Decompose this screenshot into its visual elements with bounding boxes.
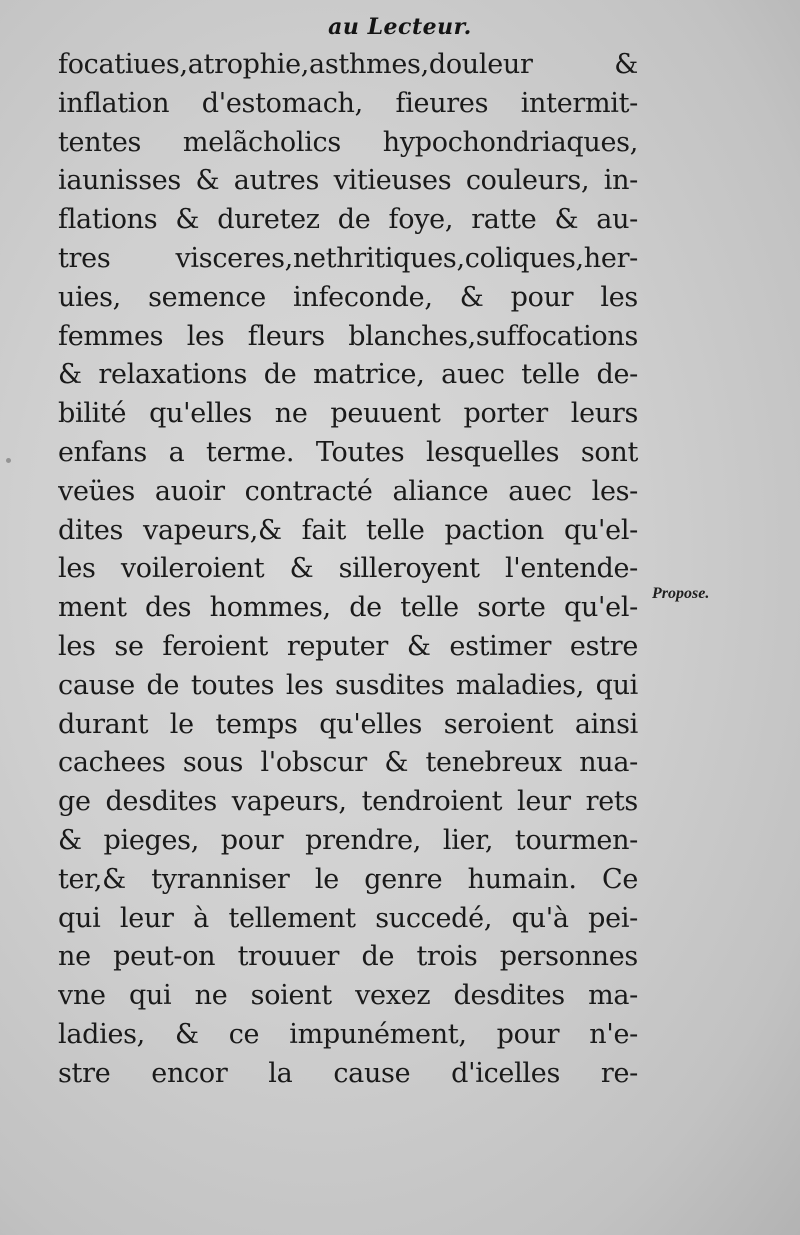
text-line: bilité qu'elles ne peuuent porter leurs <box>58 398 638 430</box>
text-line: flations & duretez de foye, ratte & au- <box>58 204 638 236</box>
text-line: enfans a terme. Toutes lesquelles sont <box>58 436 638 468</box>
margin-note: Propose. <box>652 585 710 602</box>
text-line: ge desdites vapeurs, tendroient leur rets <box>58 786 638 818</box>
ink-speck <box>6 458 11 463</box>
text-line: vne qui ne soient vexez desdites ma- <box>58 980 638 1012</box>
text-line: veües auoir contracté aliance auec les- <box>58 475 638 507</box>
text-line: ne peut-on trouuer de trois personnes <box>58 941 638 973</box>
text-line: dites vapeurs,& fait telle paction qu'el- <box>58 514 638 546</box>
text-line: cause de toutes les susdites maladies, qui <box>58 669 638 701</box>
text-line: ter,& tyranniser le genre humain. Ce <box>58 863 638 895</box>
text-line: ment des hommes, de telle sorte qu'el- <box>58 592 638 624</box>
text-line: iaunisses & autres vitieuses couleurs, in- <box>58 165 638 197</box>
text-line: stre encor la cause d'icelles re- <box>58 1057 638 1089</box>
text-line: les se feroient reputer & estimer estre <box>58 630 638 662</box>
text-line: ladies, & ce impunément, pour n'e- <box>58 1018 638 1050</box>
text-line: focatiues,atrophie,asthmes,douleur & <box>58 49 638 80</box>
text-line: uies, semence infeconde, & pour les <box>58 281 638 313</box>
text-line: tentes melãcholics hypochondriaques, <box>58 126 638 158</box>
text-line: qui leur à tellement succedé, qu'à pei- <box>58 902 638 934</box>
text-line: & pieges, pour prendre, lier, tourmen- <box>58 824 638 856</box>
text-line: & relaxations de matrice, auec telle de- <box>58 359 638 391</box>
text-line: femmes les fleurs blanches,suffocations <box>58 320 638 352</box>
text-line: inflation d'estomach, fieures intermit- <box>58 87 638 119</box>
text-line: tres visceres,nethritiques,coliques,her- <box>58 242 638 274</box>
body-text <box>58 46 638 1094</box>
running-head: au Lecteur. <box>328 14 472 40</box>
text-line: les voileroient & silleroyent l'entende- <box>58 553 638 585</box>
text-line: durant le temps qu'elles seroient ainsi <box>58 708 638 740</box>
text-line: cachees sous l'obscur & tenebreux nua- <box>58 747 638 779</box>
